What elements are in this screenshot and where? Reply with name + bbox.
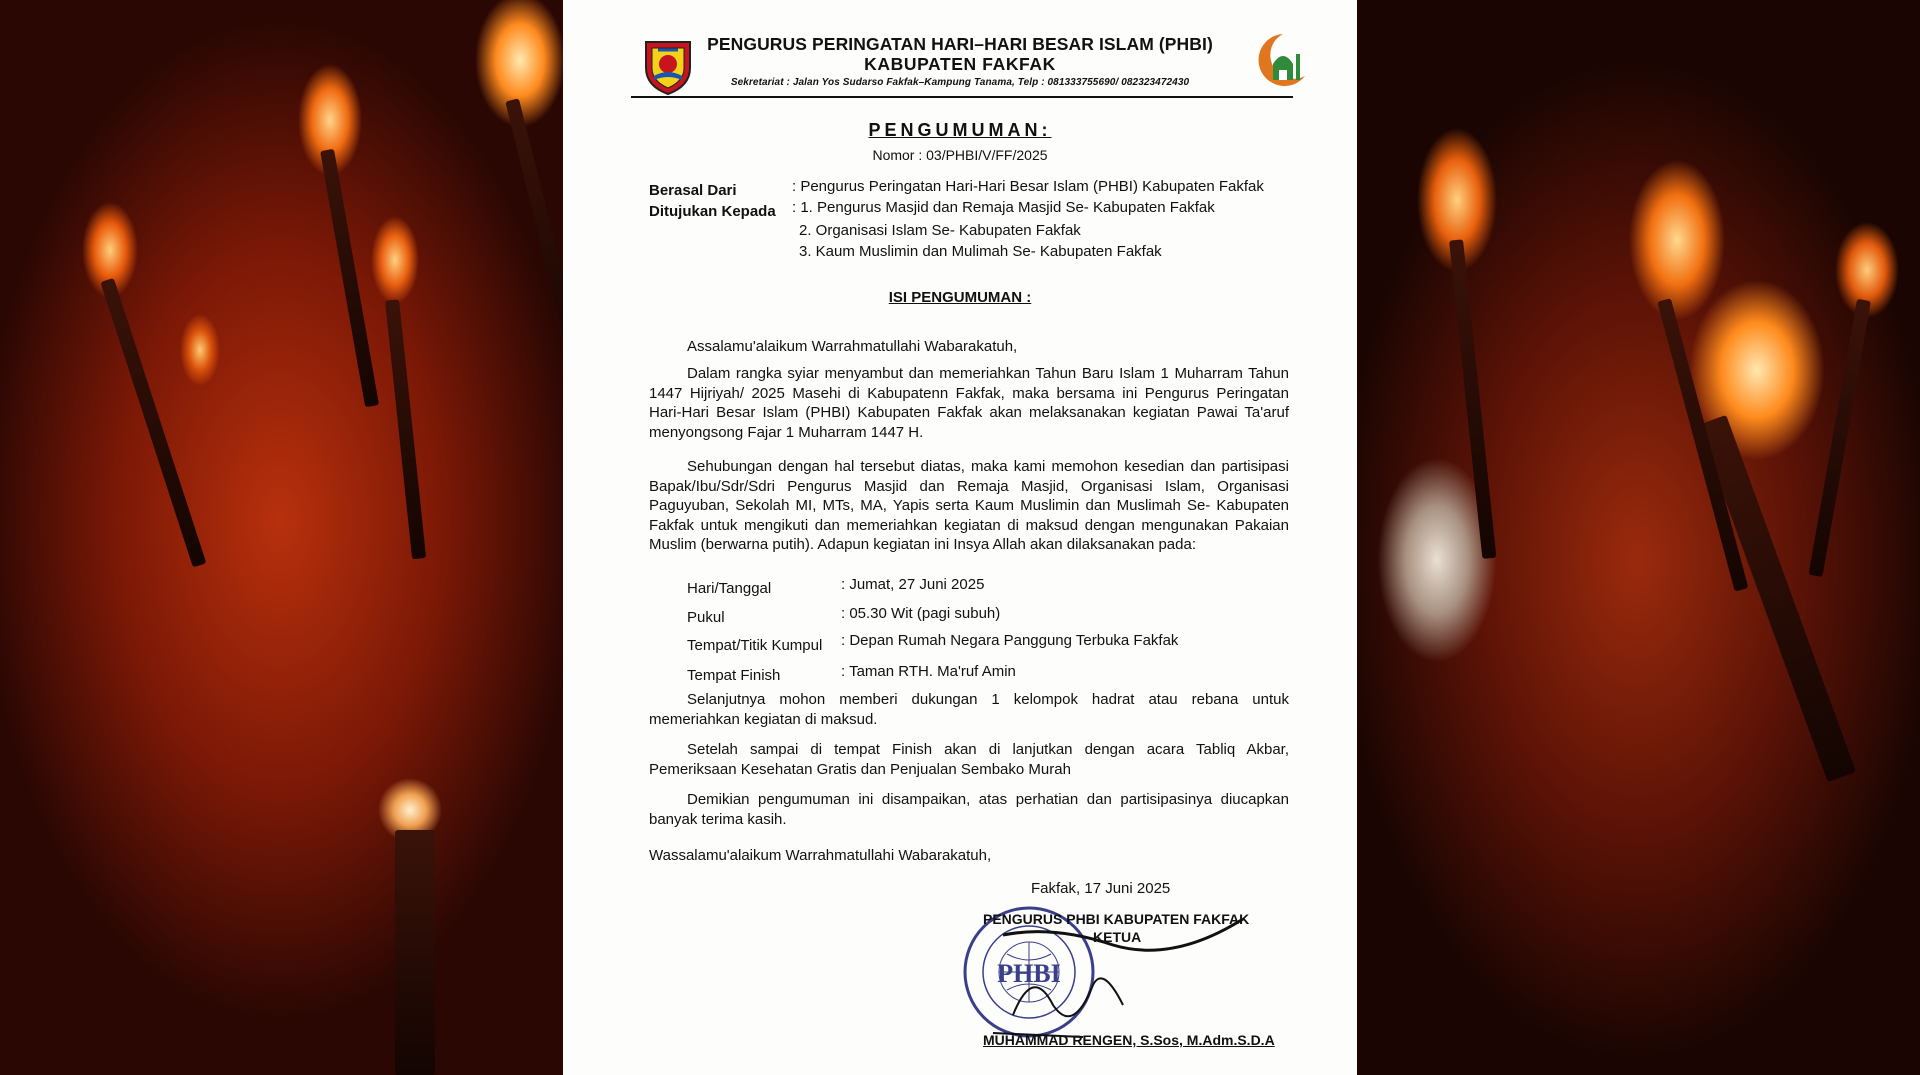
closing-greeting: Wassalamu'alaikum Warrahmatullahi Wabarakatuh, — [649, 847, 992, 864]
schedule-label: Hari/Tanggal — [687, 580, 772, 597]
torch — [100, 278, 206, 568]
torch — [320, 149, 379, 407]
signature-organization: PENGURUS PHBI KABUPATEN FAKFAK — [983, 911, 1250, 927]
to-item: : 1. Pengurus Masjid dan Remaja Masjid Se- Kabupaten Fakfak — [792, 199, 1215, 216]
background-photo-left — [0, 0, 563, 1075]
signature-place-date: Fakfak, 17 Juni 2025 — [1031, 880, 1171, 897]
to-item: 3. Kaum Muslimin dan Mulimah Se- Kabupaten Fakfak — [799, 243, 1162, 260]
to-label: Ditujukan Kepada — [649, 203, 776, 220]
paragraph-2: Sehubungan dengan hal tersebut diatas, maka kami memohon kesedian dan partisipasi Bapak/Ibu/Sdr/Sdri Pengurus Masjid dan Remaja Masjid, Organisasi Islam, Organisasi Paguyuban, Sekolah MI, MTs, MA, Yapis serta Kaum Muslimin dan Muslimah Se- Kabupaten Fakfak untuk mengikuti dan memeriahkan kegiatan di maksud dengan mengunakan Pakaian Muslim (berwarna putih). Adapun kegiatan ini Insya Allah akan dilaksanakan pada: — [649, 458, 1289, 553]
signature-role: KETUA — [1093, 929, 1142, 945]
schedule-label: Pukul — [687, 609, 725, 626]
torch — [385, 299, 426, 559]
paragraph-3: Selanjutnya mohon memberi dukungan 1 kelompok hadrat atau rebana untuk memeriahkan kegiatan di maksud. — [649, 691, 1289, 728]
announcement-document — [563, 0, 1357, 1075]
paragraph-1: Dalam rangka syiar menyambut dan memeriahkan Tahun Baru Islam 1 Muharram Tahun 1447 Hijriyah/ 2025 Masehi di Kabupatenn Fakfak, maka bersama ini Pengurus Peringatan Hari-Hari Besar Islam (PHBI) Kabupaten Fakfak akan melaksanakan kegiatan Pawai Ta'aruf menyongsong Fajar 1 Muharram 1447 H. — [649, 365, 1289, 441]
greeting: Assalamu'alaikum Warrahmatullahi Wabarakatuh, — [687, 338, 1018, 355]
org-name-line2: KABUPATEN FAKFAK — [864, 54, 1056, 74]
from-label: Berasal Dari — [649, 182, 737, 199]
paragraph-4: Setelah sampai di tempat Finish akan di lanjutkan dengan acara Tabliq Akbar, Pemeriksaan Kesehatan Gratis dan Penjualan Sembako Murah — [649, 741, 1289, 778]
paragraph-5: Demikian pengumuman ini disampaikan, atas perhatian dan partisipasinya diucapkan banyak terima kasih. — [649, 791, 1289, 828]
handwritten-signature-icon — [993, 905, 1253, 1045]
torch — [505, 98, 563, 392]
schedule-value: : Jumat, 27 Juni 2025 — [841, 576, 985, 593]
schedule-label: Tempat/Titik Kumpul — [687, 637, 823, 654]
letterhead-divider — [631, 96, 1293, 98]
content-heading: ISI PENGUMUMAN : — [888, 289, 1032, 306]
document-title: PENGUMUMAN: — [868, 120, 1052, 140]
schedule-value: : 05.30 Wit (pagi subuh) — [841, 605, 1001, 622]
secretariat-address: Sekretariat : Jalan Yos Sudarso Fakfak–Kampung Tanama, Telp : 081333755690/ 082323472430 — [730, 77, 1190, 88]
schedule-label: Tempat Finish — [687, 667, 781, 684]
document-number: Nomor : 03/PHBI/V/FF/2025 — [872, 147, 1048, 163]
signatory-name: MUHAMMAD RENGEN, S.Sos, M.Adm.S.D.A — [983, 1032, 1275, 1048]
background-photo-right — [1357, 0, 1920, 1075]
org-name-line1: PENGURUS PERINGATAN HARI–HARI BESAR ISLAM (PHBI) — [707, 34, 1213, 54]
schedule-value: : Taman RTH. Ma'ruf Amin — [841, 663, 1016, 680]
torch — [1449, 239, 1496, 559]
schedule-value: : Depan Rumah Negara Panggung Terbuka Fakfak — [841, 632, 1179, 649]
stamp-text: PHBI — [997, 959, 1061, 988]
torch — [395, 830, 435, 1075]
from-value: : Pengurus Peringatan Hari-Hari Besar Islam (PHBI) Kabupaten Fakfak — [792, 178, 1264, 195]
to-item: 2. Organisasi Islam Se- Kabupaten Fakfak — [799, 222, 1081, 239]
torch — [1808, 299, 1870, 577]
